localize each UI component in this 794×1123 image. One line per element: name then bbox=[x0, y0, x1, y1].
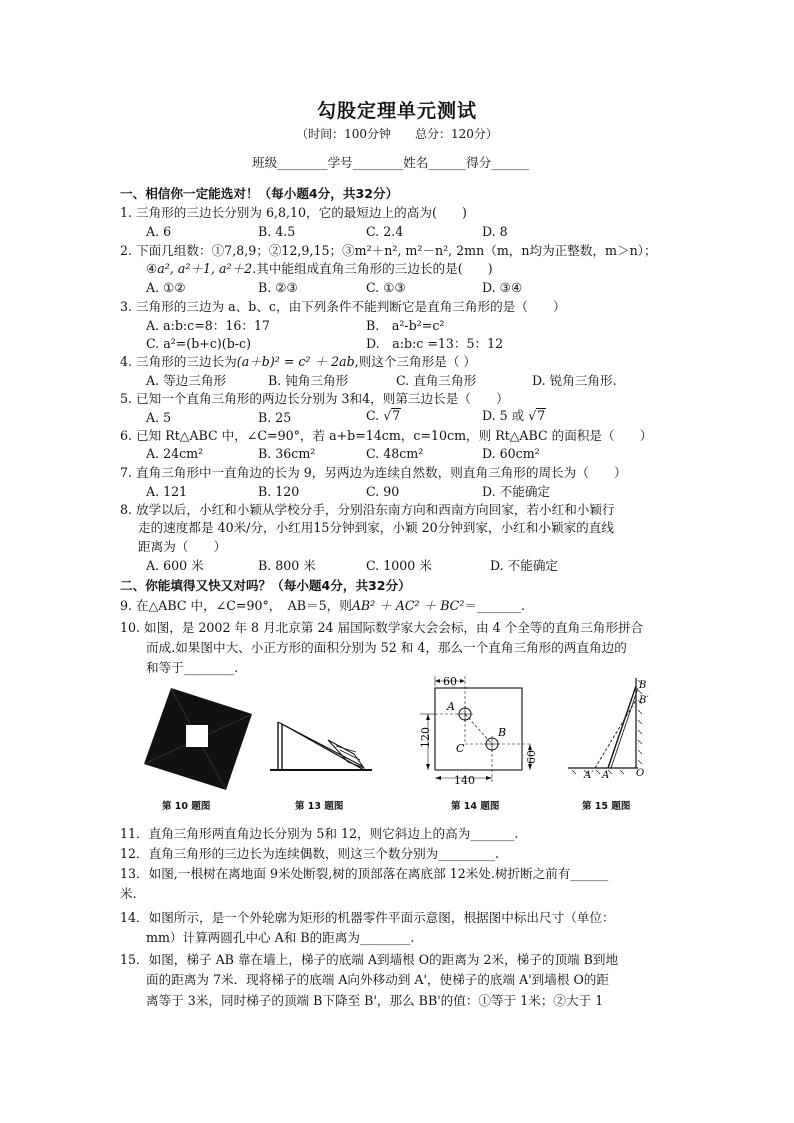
q7-option-a: A. 121 bbox=[146, 484, 188, 499]
question-13-line1: 13．如图,一根树在离地面 9米处断裂,树的顶部落在离底部 12米处.树折断之前有______ bbox=[120, 866, 609, 881]
question-7: 7. 直角三角形中一直角边的长为 9，另两边为连续自然数，则直角三角形的周长为（ ） bbox=[120, 465, 627, 480]
q6-option-b: B. 36cm² bbox=[258, 446, 316, 461]
q1-option-a: A. 6 bbox=[146, 224, 172, 239]
q6-option-a: A. 24cm² bbox=[146, 446, 204, 461]
fig15-label-a-prime: A′ bbox=[584, 770, 594, 781]
question-2-line2 bbox=[146, 261, 493, 277]
fig14-label-top: 60 bbox=[443, 675, 457, 688]
section-2-heading: 二、你能填得又快又对吗？（每小题4分，共32分） bbox=[120, 578, 411, 593]
page-subtitle: （时间：100分钟 总分：120分） bbox=[296, 127, 498, 141]
fig15-ladder-ab bbox=[608, 686, 636, 768]
question-10-line2: 而成.如果图中大、小正方形的面积分别为 52 和 4，那么一个直角三角形的两直角边的 bbox=[146, 640, 627, 655]
fig15-label-b-prime: B′ bbox=[639, 695, 649, 706]
fig14-label-bottom: 140 bbox=[454, 774, 475, 787]
q2-option-d: D. ③④ bbox=[482, 280, 523, 295]
fig14-label-right: 60 bbox=[525, 750, 538, 764]
fig14-label-c: C bbox=[456, 742, 465, 755]
q4-stem-a: 4. 三角形的三边长为 bbox=[120, 354, 237, 369]
q5-c-radicand: 7 bbox=[392, 408, 401, 423]
q8-option-a: A. 600 米 bbox=[146, 558, 204, 573]
fig15-label-a: A bbox=[602, 770, 610, 781]
q1-option-c: C. 2.4 bbox=[366, 224, 404, 239]
question-9 bbox=[120, 598, 525, 614]
q2-option-a: A. ①② bbox=[146, 280, 186, 295]
q3-option-b: B. a²-b²=c² bbox=[366, 318, 445, 333]
question-8-line1: 8. 放学以后，小红和小颖从学校分手，分别沿东南方向和西南方向回家，若小红和小颖行 bbox=[120, 502, 615, 517]
fig15-label-o: O bbox=[636, 768, 645, 779]
q2-option-b: B. ②③ bbox=[258, 280, 298, 295]
q9-formula: AB² ＋ AC² ＋ BC² bbox=[351, 598, 465, 613]
section-1-heading: 一、相信你一定能选对！（每小题4分，共32分） bbox=[120, 186, 399, 201]
q5-d-label: D. 5 或 bbox=[482, 408, 525, 423]
q5-option-c: C. √7 bbox=[366, 408, 401, 423]
q6-option-d: D. 60cm² bbox=[482, 446, 540, 461]
q7-option-c: C. 90 bbox=[366, 484, 400, 499]
figure-15-caption: 第 15 题图 bbox=[582, 801, 631, 812]
fig14-label-a: A bbox=[447, 700, 455, 713]
fig10-inner-square bbox=[186, 725, 208, 747]
fig14-label-left: 120 bbox=[419, 727, 432, 748]
question-15-line2: 面的距离为 7米．现将梯子的底端 A向外移动到 A'，使梯子的底端 A'到墙根 O的距 bbox=[146, 972, 609, 987]
q8-option-c: C. 1000 米 bbox=[366, 558, 432, 573]
question-4 bbox=[120, 354, 476, 370]
question-1: 1. 三角形的三边长分别为 6,8,10，它的最短边上的高为( ) bbox=[120, 205, 467, 220]
q8-option-b: B. 800 米 bbox=[258, 558, 316, 573]
q5-c-label: C. bbox=[366, 408, 380, 423]
question-3: 3. 三角形的三边为 a、b、c，由下列条件不能判断它是直角三角形的是（ ） bbox=[120, 299, 566, 314]
q4-option-c: C. 直角三角形 bbox=[396, 373, 477, 388]
fig15-label-b: B bbox=[639, 680, 647, 691]
q2-circle-4: ④ bbox=[146, 261, 158, 276]
question-13-line2: 米. bbox=[120, 886, 137, 901]
q4-stem-b: ,则这个三角形是（ ） bbox=[354, 354, 477, 369]
q3-option-c: C. a²=(b+c)(b-c) bbox=[146, 336, 251, 351]
figure-15 bbox=[566, 676, 656, 786]
figure-13-caption: 第 13 题图 bbox=[295, 801, 344, 812]
question-10-line1: 10. 如图，是 2002 年 8 月北京第 24 届国际数学家大会会标，由 4 个全等的直角三角形拼合 bbox=[120, 620, 644, 635]
fig15-ladder-moved bbox=[595, 700, 636, 768]
q1-option-b: B. 4.5 bbox=[258, 224, 296, 239]
q5-option-b: B. 25 bbox=[258, 410, 292, 425]
q2-formula: a², a²＋1, a²＋2 bbox=[157, 261, 253, 276]
question-15-line3: 离等于 3米，同时梯子的顶端 B下降至 B'，那么 BB'的值：①等于 1米；②大于 1 bbox=[146, 993, 604, 1008]
q4-formula: (a＋b)² = c² ＋ 2ab bbox=[236, 354, 355, 369]
question-15-line1: 15．如图，梯子 AB 靠在墙上，梯子的底端 A到墙根 O的距离为 2米，梯子的顶端 B到地 bbox=[120, 952, 619, 967]
q9-stem-a: 9. 在△ABC 中，∠C=90°， AB＝5，则 bbox=[120, 598, 352, 613]
q7-option-d: D. 不能确定 bbox=[482, 484, 551, 499]
q2-tail: .其中能组成直角三角形的三边长的是( ) bbox=[252, 261, 493, 276]
student-info-line: 班级________学号________姓名______得分______ bbox=[252, 155, 530, 170]
fig14-label-b: B bbox=[498, 726, 507, 739]
q5-d-radicand: 7 bbox=[537, 408, 546, 423]
page-title: 勾股定理单元测试 bbox=[316, 100, 477, 122]
question-6: 6. 已知 Rt△ABC 中，∠C=90°，若 a+b=14cm，c=10cm，则 Rt△ABC 的面积是（ ） bbox=[120, 428, 653, 443]
q3-option-a: A. a:b:c=8：16：17 bbox=[146, 318, 271, 333]
q6-option-c: C. 48cm² bbox=[366, 446, 424, 461]
question-5: 5. 已知一个直角三角形的两边长分别为 3和4，则第三边长是（ ） bbox=[120, 391, 509, 406]
q3-option-d: D. a:b:c =13：5：12 bbox=[366, 336, 504, 351]
q4-option-d: D. 锐角三角形. bbox=[532, 373, 617, 388]
figure-10-caption: 第 10 题图 bbox=[162, 801, 211, 812]
figure-14 bbox=[416, 674, 546, 790]
q4-option-a: A. 等边三角形 bbox=[146, 373, 227, 388]
question-12: 12．直角三角形的三边长为连续偶数，则这三个数分别为_________. bbox=[120, 846, 499, 861]
q7-option-b: B. 120 bbox=[258, 484, 300, 499]
figure-14-caption: 第 14 题图 bbox=[451, 801, 500, 812]
question-8-line2: 走的速度都是 40米/分，小红用15分钟到家，小颖 20分钟到家，小红和小颖家的直线 bbox=[138, 520, 614, 535]
question-2: 2. 下面几组数：①7,8,9；②12,9,15；③m²＋n², m²－n², 2mn（m，n均为正整数，m＞n）； bbox=[120, 243, 657, 258]
q4-option-b: B. 钝角三角形 bbox=[268, 373, 349, 388]
q1-option-d: D. 8 bbox=[482, 224, 508, 239]
question-11: 11．直角三角形两直角边长分别为 5和 12，则它斜边上的高为_______. bbox=[120, 826, 519, 841]
figure-10 bbox=[140, 684, 255, 794]
question-8-line3: 距离为（ ） bbox=[138, 539, 227, 554]
figure-13 bbox=[266, 712, 376, 776]
question-14-line1: 14．如图所示，是一个外轮廓为矩形的机器零件平面示意图，根据图中标出尺寸（单位： bbox=[120, 910, 615, 925]
question-10-line3: 和等于________. bbox=[146, 660, 239, 675]
q9-stem-b: ＝_______. bbox=[464, 598, 526, 613]
q5-option-d: D. 5 或 √7 bbox=[482, 408, 546, 423]
question-14-line2: mm）计算两圆孔中心 A和 B的距离为________. bbox=[146, 930, 415, 945]
q2-option-c: C. ①③ bbox=[366, 280, 406, 295]
q5-option-a: A. 5 bbox=[146, 410, 172, 425]
q8-option-d: D. 不能确定 bbox=[490, 558, 559, 573]
